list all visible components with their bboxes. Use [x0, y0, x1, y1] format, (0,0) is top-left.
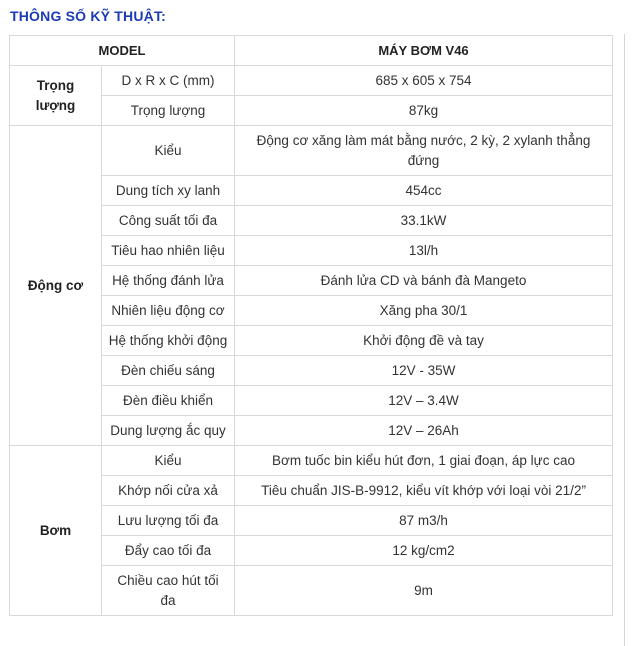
table-row: [10, 446, 613, 476]
value-cell: 87 m3/h: [235, 506, 613, 536]
value-cell: 33.1kW: [235, 206, 613, 236]
value-cell: 685 x 605 x 754: [235, 66, 613, 96]
group-label-weight: Trọng lượng: [10, 66, 102, 126]
param-cell: Khớp nối cửa xả: [102, 476, 235, 506]
value-cell: 13l/h: [235, 236, 613, 266]
value-cell: Khởi động đề và tay: [235, 326, 613, 356]
param-cell: D x R x C (mm): [102, 66, 235, 96]
value-cell: Tiêu chuẩn JIS-B-9912, kiểu vít khớp với loại vòi 21/2”: [235, 476, 613, 506]
value-cell: Bơm tuốc bin kiểu hút đơn, 1 giai đoạn, áp lực cao: [235, 446, 613, 476]
value-cell: Đánh lửa CD và bánh đà Mangeto: [235, 266, 613, 296]
value-cell: 12V - 35W: [235, 356, 613, 386]
table-header-row: [10, 36, 613, 66]
param-cell: Dung lượng ắc quy: [102, 416, 235, 446]
param-cell: Lưu lượng tối đa: [102, 506, 235, 536]
param-cell: Đèn chiếu sáng: [102, 356, 235, 386]
param-cell: Trọng lượng: [102, 96, 235, 126]
spec-table: [9, 35, 613, 616]
param-cell: Hệ thống đánh lửa: [102, 266, 235, 296]
param-cell: Chiều cao hút tối đa: [102, 566, 235, 616]
value-cell: 454cc: [235, 176, 613, 206]
table-row: [10, 66, 613, 96]
param-cell: Đẩy cao tối đa: [102, 536, 235, 566]
table-row: [10, 126, 613, 176]
group-label-pump: Bơm: [10, 446, 102, 616]
divider: [624, 34, 625, 646]
param-cell: Tiêu hao nhiên liệu: [102, 236, 235, 266]
group-label-engine: Động cơ: [10, 126, 102, 446]
value-cell: 9m: [235, 566, 613, 616]
value-cell: 12V – 3.4W: [235, 386, 613, 416]
param-cell: Kiểu: [102, 446, 235, 476]
param-cell: Kiểu: [102, 126, 235, 176]
page-title: THÔNG SỐ KỸ THUẬT:: [10, 8, 167, 24]
param-cell: Nhiên liệu động cơ: [102, 296, 235, 326]
value-cell: Động cơ xăng làm mát bằng nước, 2 kỳ, 2 xylanh thẳng đứng: [235, 126, 613, 176]
value-cell: 12V – 26Ah: [235, 416, 613, 446]
param-cell: Hệ thống khởi động: [102, 326, 235, 356]
header-product: MÁY BƠM V46: [235, 36, 613, 66]
value-cell: Xăng pha 30/1: [235, 296, 613, 326]
value-cell: 87kg: [235, 96, 613, 126]
header-model: MODEL: [10, 36, 235, 66]
param-cell: Đèn điều khiển: [102, 386, 235, 416]
value-cell: 12 kg/cm2: [235, 536, 613, 566]
param-cell: Dung tích xy lanh: [102, 176, 235, 206]
param-cell: Công suất tối đa: [102, 206, 235, 236]
